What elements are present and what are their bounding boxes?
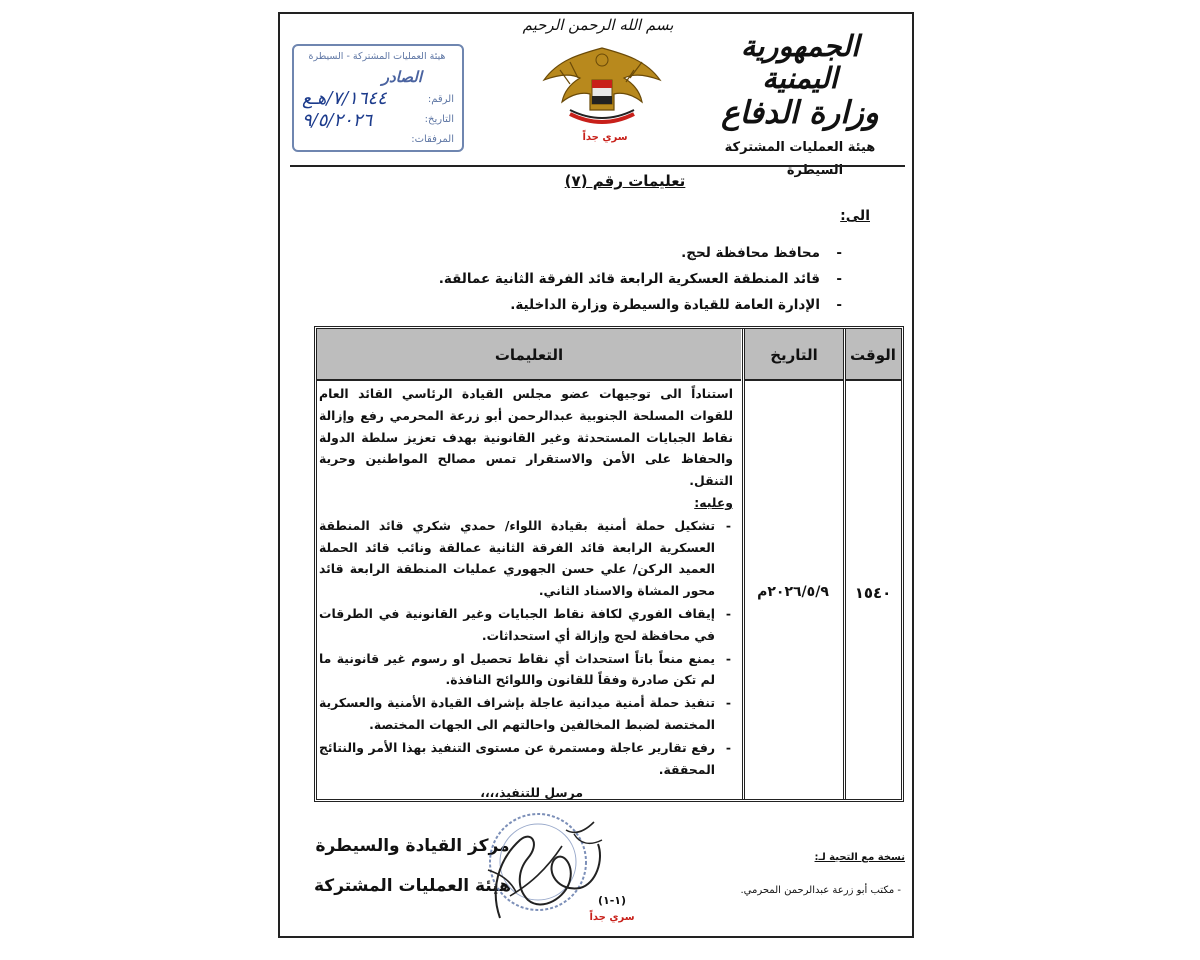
authority-name: هيئة العمليات المشتركة: [724, 140, 876, 155]
recipient-item: - الإدارة العامة للقيادة والسيطرة وزارة الداخلية.: [480, 292, 842, 318]
republic-name: الجمهورية اليمنية: [740, 29, 860, 95]
signatory-line-2: هيئة العمليات المشتركة: [314, 876, 511, 896]
instruction-item: - رفع تقارير عاجلة ومستمرة عن مستوى التنفيذ بهذا الأمر والنتائج المحققة.: [319, 737, 733, 781]
time-value: ١٥٤٠: [854, 584, 892, 602]
stamp-number-label: الرقم:: [427, 94, 454, 105]
instructions-body: [319, 383, 733, 804]
outgoing-stamp: [292, 44, 464, 152]
stamp-date-label: التاريخ:: [424, 114, 454, 125]
basmala: بسم الله الرحمن الرحيم: [522, 16, 674, 34]
document-title: تعليمات رقم (٧): [564, 172, 686, 190]
classification-bottom: سري جداً: [589, 912, 635, 923]
eagle-emblem-icon: [540, 40, 664, 132]
column-divider: [742, 329, 745, 799]
signatory-line-1: مركز القيادة والسيطرة: [315, 836, 510, 856]
accordingly-label: وعليه:: [694, 494, 733, 510]
header-date: التاريخ: [745, 329, 843, 381]
classification-top: سري جداً: [582, 132, 628, 143]
instruction-item: - يمنع منعاً باتاً استحداث أي نقاط تحصيل او رسوم غير قانونية ما لم تكن صادرة وفقاً للقانون واللوائح النافذة.: [319, 648, 733, 692]
to-label: الى:: [840, 208, 870, 224]
column-divider: [843, 329, 846, 799]
instructions-intro: استناداً الى توجيهات عضو مجلس القيادة الرئاسي القائد العام للقوات المسلحة الجنوبية عبدالرحمن أبو زرعة المحرمي رفع وإزالة نقاط الجبايات المستحدثة وغير القانونية بهدف تعزيز سلطة الدولة والحفاظ على الأمن والاستقرار تمس مصالح المواطنين وحرية التنقل.: [319, 386, 733, 489]
stamp-number-value: ٧/١٦٤٤/هـع: [302, 88, 387, 109]
stamp-title: هيئة العمليات المشتركة - السيطرة: [308, 51, 446, 62]
page-number: (١-١): [597, 894, 627, 907]
instruction-item: - تشكيل حملة أمنية بقيادة اللواء/ حمدي شكري قائد المنطقة العسكرية الرابعة قائد الفرقة الثانية عمالقة ونائب قائد الحملة العميد الركن/ علي حسن الجهوري عمليات المنطقة الرابعة قائد محور المشاة والاسناد الثاني.: [319, 515, 733, 602]
closing-line: مرسل للتنفيذ،،،،: [480, 785, 583, 801]
instruction-items: [319, 515, 733, 781]
instruction-item: - إيقاف الفوري لكافة نقاط الجبايات وغير القانونية في الطرقات في محافظة لحج وإزالة أي استحداثات.: [319, 603, 733, 647]
header-divider: [290, 165, 905, 167]
ministry-name: وزارة الدفاع: [721, 95, 879, 131]
date-value: ٢٠٢٦/٥/٩م: [757, 584, 829, 600]
copy-to-item-text: مكتب أبو زرعة عبدالرحمن المحرمي.: [740, 885, 895, 896]
stamp-date-value: ٩/٥/٢٠٢٦: [302, 110, 373, 131]
location-name: السيطرة: [786, 163, 844, 178]
copy-to-item: - مكتب أبو زرعة عبدالرحمن المحرمي.: [740, 885, 901, 896]
recipients-list: [438, 240, 842, 318]
copy-to-block: [700, 852, 905, 896]
stamp-attachments-label: المرفقات:: [411, 134, 454, 145]
recipient-item: - قائد المنطقة العسكرية الرابعة قائد الفرقة الثانية عمالقة.: [480, 266, 842, 292]
instructions-table: [314, 326, 904, 802]
copy-to-label: نسخة مع التحية لـ:: [814, 852, 905, 863]
instruction-item: - تنفيذ حملة أمنية ميدانية عاجلة بإشراف القيادة الأمنية والعسكرية المختصة لضبط المخالفين واحالتهم الى الجهات المختصة.: [319, 692, 733, 736]
stamp-outgoing: الصادر: [381, 68, 422, 86]
letterhead: [700, 30, 900, 178]
header-time: الوقت: [845, 329, 901, 381]
signature-stamp-icon: [470, 800, 620, 930]
recipient-item: - محافظ محافظة لحج.: [480, 240, 842, 266]
header-instructions: التعليمات: [317, 329, 741, 381]
